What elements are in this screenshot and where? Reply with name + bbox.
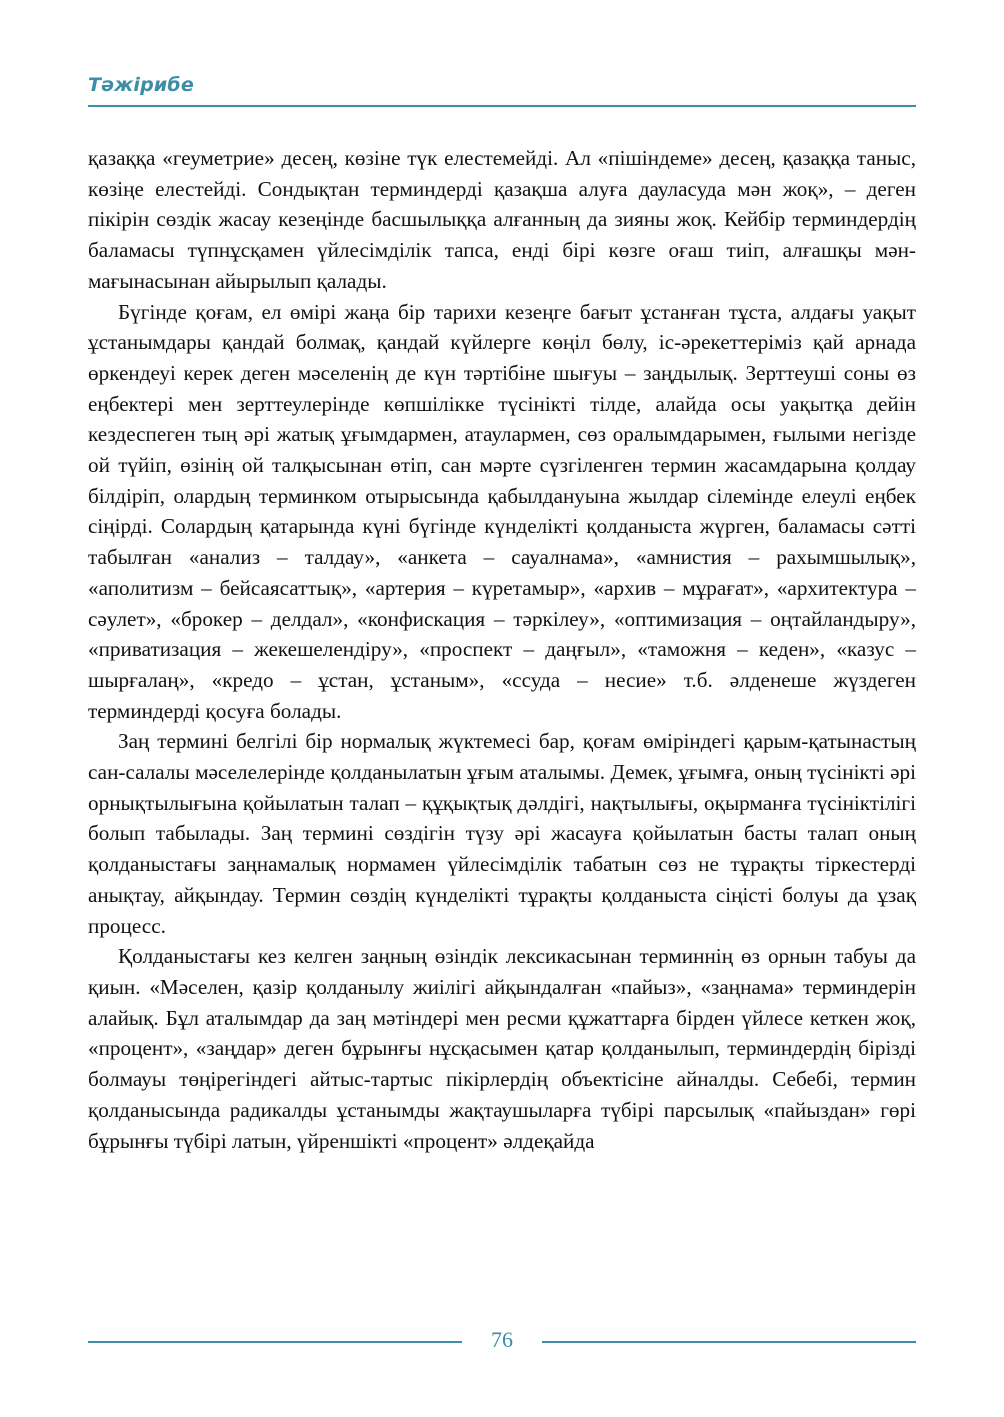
paragraph: Қолданыстағы кез келген заңның өзіндік лексикасынан терминнің өз орнын табуы да қиын. «Мәселен, қазір қолданылу жиілігі айқындалған «пайыз», «заңнама» терминдерін алайық. Бұл аталымдар да заң мәтіндері мен ресми құжаттарға бірден үйлесе кеткен жоқ, «процент», «заңдар» деген бұрынғы нұсқасымен қатар қолданылып, терминдердің бірізді болмауы төңірегіндегі айтыс-тартыс пікірлердің объектісіне айналды. Себебі, термин қолданысында радикалды ұстанымды жақтаушыларға түбірі парсылық «пайыздан» гөрі бұрынғы түбірі латын, үйреншікті «процент» әлдеқайда <box>88 944 916 1153</box>
header-rule <box>88 105 916 107</box>
page-number: 76 <box>491 1327 513 1352</box>
page-footer <box>88 1325 916 1361</box>
paragraph: Бүгінде қоғам, ел өмірі жаңа бір тарихи кезеңге бағыт ұстанған тұста, алдағы уақыт ұстанымдары қандай болмақ, қандай күйлерге көңіл бөлу, іс-әрекеттеріміз қай арнада өркендеуі керек деген мәселенің де күн тәртібіне шығуы – заңдылық. Зерттеуші соны өз еңбектері мен зерттеулерінде көпшілікке түсінікті тілде, алайда осы уақытқа дейін кездеспеген тың әрі жатық ұғымдармен, атаулармен, сөз оралымдарымен, ғылыми негізде ой түйіп, өзінің ой талқысынан өтіп, сан мәрте сүзгіленген термин жасамдарына қолдау білдіріп, олардың терминком отырысында қабылдануына жылдар сілемінде елеулі еңбек сіңірді. Солардың қатарында күні бүгінде күнделікті қолданыста жүрген, баламасы сәтті табылған «анализ – талдау», «анкета – сауалнама», «амнистия – рахымшылық», «аполитизм – бейсаясаттық», «артерия – күретамыр», «архив – мұрағат», «архитектура – сәулет», «брокер – делдал», «конфискация – тәркілеу», «оптимизация – оңтайландыру», «приватизация – жекешелендіру», «проспект – даңғыл», «таможня – кеден», «казус – шырғалаң», «кредо – ұстан, ұстаным», «ссуда – несие» т.б. әлденеше жүздеген терминдерді қосуға болады. <box>88 299 916 723</box>
section-title: Тәжірибе <box>88 74 194 96</box>
page-header <box>88 70 916 108</box>
footer-rule-left <box>88 1341 462 1343</box>
paragraph: қазаққа «геуметрие» десең, көзіне түк елестемейді. Ал «пішіндеме» десең, қазаққа таныс, көзіңе елестейді. Сондықтан терминдерді қазақша алуға дауласуда мән жоқ», – деген пікірін сөздік жасау кезеңінде басшылыққа алғанның да зияны жоқ. Кейбір терминдердің баламасы түпнұсқамен үйлесімділік тапса, енді бірі көзге оғаш тиіп, алғашқы мән-мағынасынан айырылып қалады. <box>88 146 916 293</box>
body-text <box>88 143 916 1156</box>
paragraph: Заң термині белгілі бір нормалық жүктемесі бар, қоғам өміріндегі қарым-қатынастың сан-салалы мәселелерінде қолданылатын ұғым аталымы. Демек, ұғымға, оның түсінікті әрі орнықтылығына қойылатын талап – құқықтық дәлдігі, нақтылығы, оқырманға түсініктілігі болып табылады. Заң термині сөздігін түзу әрі жасауға қойылатын басты талап оның қолданыстағы заңнамалық нормамен үйлесімділік табатын сөз не тұрақты тіркестерді анықтау, айқындау. Термин сөздің күнделікті тұрақты қолданыста сіңісті болуы да ұзақ процесс. <box>88 729 916 938</box>
footer-rule-right <box>542 1341 916 1343</box>
